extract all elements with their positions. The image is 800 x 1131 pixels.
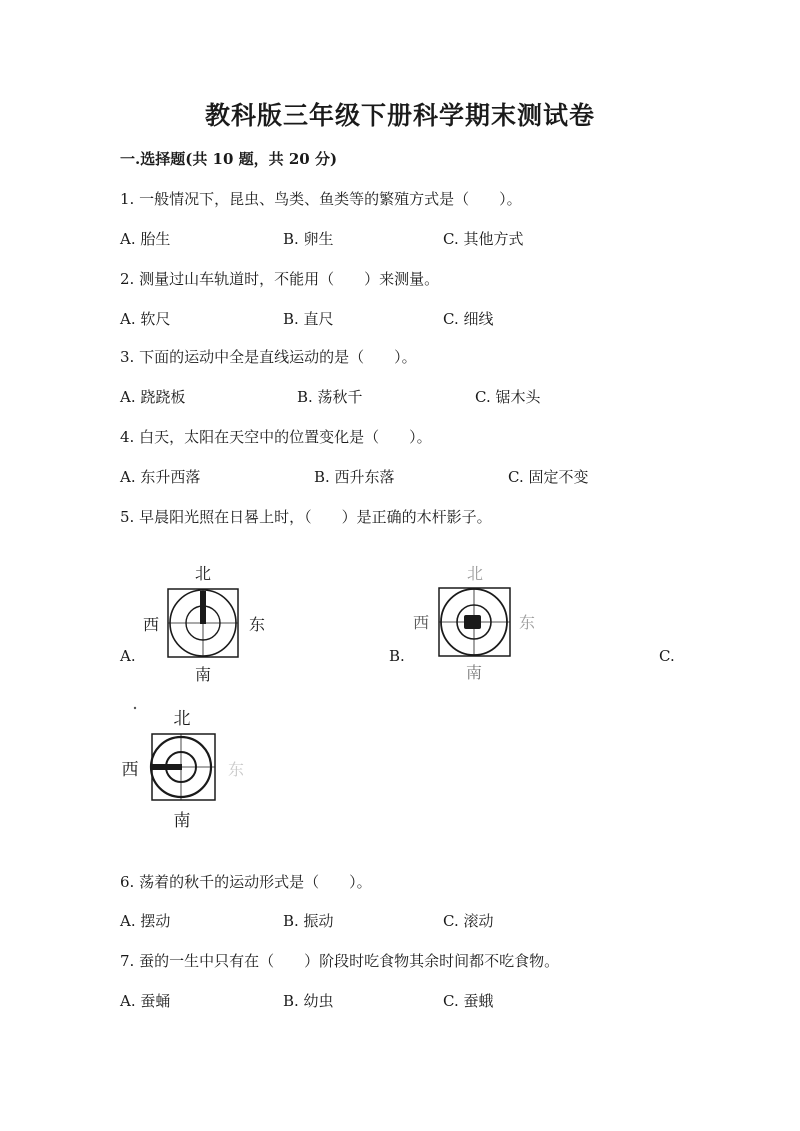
sundial-c-east-label: 东 (227, 760, 245, 779)
question-6-text: 6. 荡着的秋千的运动形式是（ ）。 (120, 873, 372, 891)
page-title: 教科版三年级下册科学期末测试卷 (204, 101, 595, 130)
sundial-b-shadow (464, 615, 481, 629)
question-6-option-b: B. 振动 (283, 912, 334, 930)
sundial-diagram-c (118, 702, 253, 834)
question-7-text: 7. 蚕的一生中只有在（ ）阶段时吃食物其余时间都不吃食物。 (120, 952, 560, 970)
question-6-option-a: A. 摆动 (120, 912, 171, 930)
sundial-a-west-label: 西 (142, 615, 160, 634)
sundial-b-south-label: 南 (465, 663, 483, 682)
question-3-option-a: A. 跷跷板 (120, 388, 186, 406)
question-6-option-c: C. 滚动 (443, 912, 494, 930)
section-heading: 一.选择题(共 10 题，共 20 分) (120, 150, 338, 168)
question-5-option-a: A. (120, 647, 136, 665)
question-1-option-a: A. 胎生 (120, 230, 171, 248)
question-7-option-b: B. 幼虫 (283, 992, 334, 1010)
question-5-text: 5. 早晨阳光照在日晷上时，（ ）是正确的木杆影子。 (120, 508, 492, 526)
question-1-option-b: B. 卵生 (283, 230, 334, 248)
question-3-option-b: B. 荡秋千 (297, 388, 363, 406)
sundial-diagram-b (408, 560, 540, 686)
question-1-text: 1. 一般情况下，昆虫、鸟类、鱼类等的繁殖方式是（ ）。 (120, 190, 522, 208)
sundial-c-south-label: 南 (173, 811, 191, 831)
sundial-c-north-label: 北 (173, 709, 191, 729)
sundial-b-west-label: 西 (412, 613, 430, 632)
sundial-a-north-label: 北 (194, 564, 212, 583)
question-2-option-c: C. 细线 (443, 310, 494, 328)
sundial-a-shadow (200, 591, 206, 624)
question-7-option-c: C. 蚕蛾 (443, 992, 494, 1010)
question-2-text: 2. 测量过山车轨道时，不能用（ ）来测量。 (120, 270, 440, 288)
question-4-option-c: C. 固定不变 (508, 468, 589, 486)
question-1-option-c: C. 其他方式 (443, 230, 524, 248)
question-4-text: 4. 白天，太阳在天空中的位置变化是（ ）。 (120, 428, 432, 446)
sundial-c-west-label: 西 (121, 760, 139, 780)
sundial-diagram-a (138, 560, 270, 686)
sundial-a-south-label: 南 (194, 665, 212, 684)
question-4-option-b: B. 西升东落 (314, 468, 395, 486)
question-3-text: 3. 下面的运动中全是直线运动的是（ ）。 (120, 348, 417, 366)
sundial-c-shadow (151, 764, 182, 770)
question-5-option-b: B. (389, 647, 405, 665)
question-2-option-b: B. 直尺 (283, 310, 334, 328)
question-5-option-c: C. (659, 647, 675, 665)
sundial-b-north-label: 北 (466, 564, 484, 583)
question-4-option-a: A. 东升西落 (120, 468, 201, 486)
question-7-option-a: A. 蚕蛹 (120, 992, 171, 1010)
sundial-b-east-label: 东 (518, 613, 536, 632)
question-3-option-c: C. 锯木头 (475, 388, 541, 406)
sundial-a-east-label: 东 (248, 615, 266, 634)
question-2-option-a: A. 软尺 (120, 310, 171, 328)
